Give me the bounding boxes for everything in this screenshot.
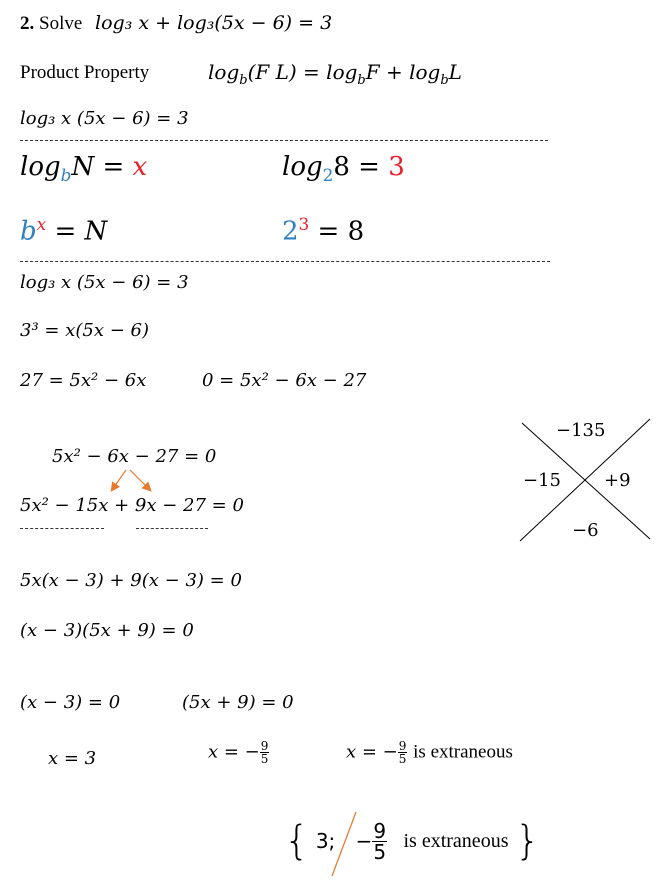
problem-equation: log₃ x + log₃(5x − 6) = 3 (95, 12, 333, 34)
log-base: 2 (322, 165, 334, 186)
factor-right: +9 (604, 470, 631, 491)
example-log (282, 152, 405, 185)
sol3-lhs: x = − (346, 741, 398, 763)
log-result: 3 (388, 152, 405, 182)
product-property-label: Product Property (20, 62, 150, 83)
divider-top (20, 140, 548, 141)
underline-right (136, 528, 208, 529)
general-log (20, 152, 147, 185)
exp-eq: = 8 (309, 216, 365, 247)
divider-bottom (20, 261, 550, 262)
step6: 5x² − 15x + 9x − 27 = 0 (20, 495, 244, 516)
factor-bottom: −6 (572, 520, 599, 541)
step3: 3³ = x(5x − 6) (20, 320, 149, 341)
exp-base: 2 (282, 216, 299, 247)
sol3-den: 5 (398, 752, 407, 766)
sol2-num: 9 (260, 739, 269, 753)
final-minus: − (355, 829, 373, 853)
split-arrows (106, 468, 166, 494)
product-property-rule: $\log_b(F$ $L) = \log_bF + \log_bL$ (208, 60, 462, 88)
solution-1: x = 3 (48, 748, 97, 769)
step5: 5x² − 6x − 27 = 0 (52, 446, 217, 467)
final-first: 3; (315, 829, 336, 853)
step4b: 0 = 5x² − 6x − 27 (202, 370, 367, 391)
strike-through (326, 810, 366, 880)
sol3-note: is extraneous (413, 741, 513, 763)
log-eq: N = (71, 152, 133, 182)
exp-power: 3 (298, 214, 310, 234)
underline-left (20, 528, 104, 529)
problem-prefix: Solve (39, 13, 83, 34)
problem-number: 2. (20, 13, 35, 34)
problem-heading (20, 12, 332, 35)
log-eq: 8 = (333, 152, 389, 182)
sol3-num: 9 (398, 739, 407, 753)
exp-base: b (20, 216, 37, 247)
brace-open: { (284, 818, 310, 864)
step2: log₃ x (5x − 6) = 3 (20, 272, 189, 293)
final-note: is extraneous (403, 829, 509, 852)
final-num: 9 (373, 818, 387, 843)
sol2-lhs: x = − (208, 741, 260, 763)
log-word: log (20, 152, 61, 182)
factor-top: −135 (556, 420, 606, 441)
exp-power: x (36, 214, 47, 234)
log-word: log (282, 152, 323, 182)
step4a: 27 = 5x² − 6x (20, 370, 147, 391)
step7: 5x(x − 3) + 9(x − 3) = 0 (20, 570, 242, 591)
solution-2 (208, 740, 269, 765)
step9a: (x − 3) = 0 (20, 692, 121, 713)
general-exp (20, 214, 107, 247)
log-base: b (60, 165, 72, 186)
step9b: (5x + 9) = 0 (182, 692, 294, 713)
sol2-den: 5 (260, 752, 269, 766)
final-answer (284, 818, 540, 864)
solution-3 (346, 740, 513, 765)
step1: log₃ x (5x − 6) = 3 (20, 108, 189, 129)
brace-close: } (514, 818, 541, 864)
step8: (x − 3)(5x + 9) = 0 (20, 620, 194, 641)
exp-eq: = N (46, 216, 108, 247)
final-den: 5 (373, 839, 387, 864)
factor-left: −15 (523, 470, 561, 491)
log-result: x (132, 152, 148, 182)
example-exp (282, 214, 364, 247)
